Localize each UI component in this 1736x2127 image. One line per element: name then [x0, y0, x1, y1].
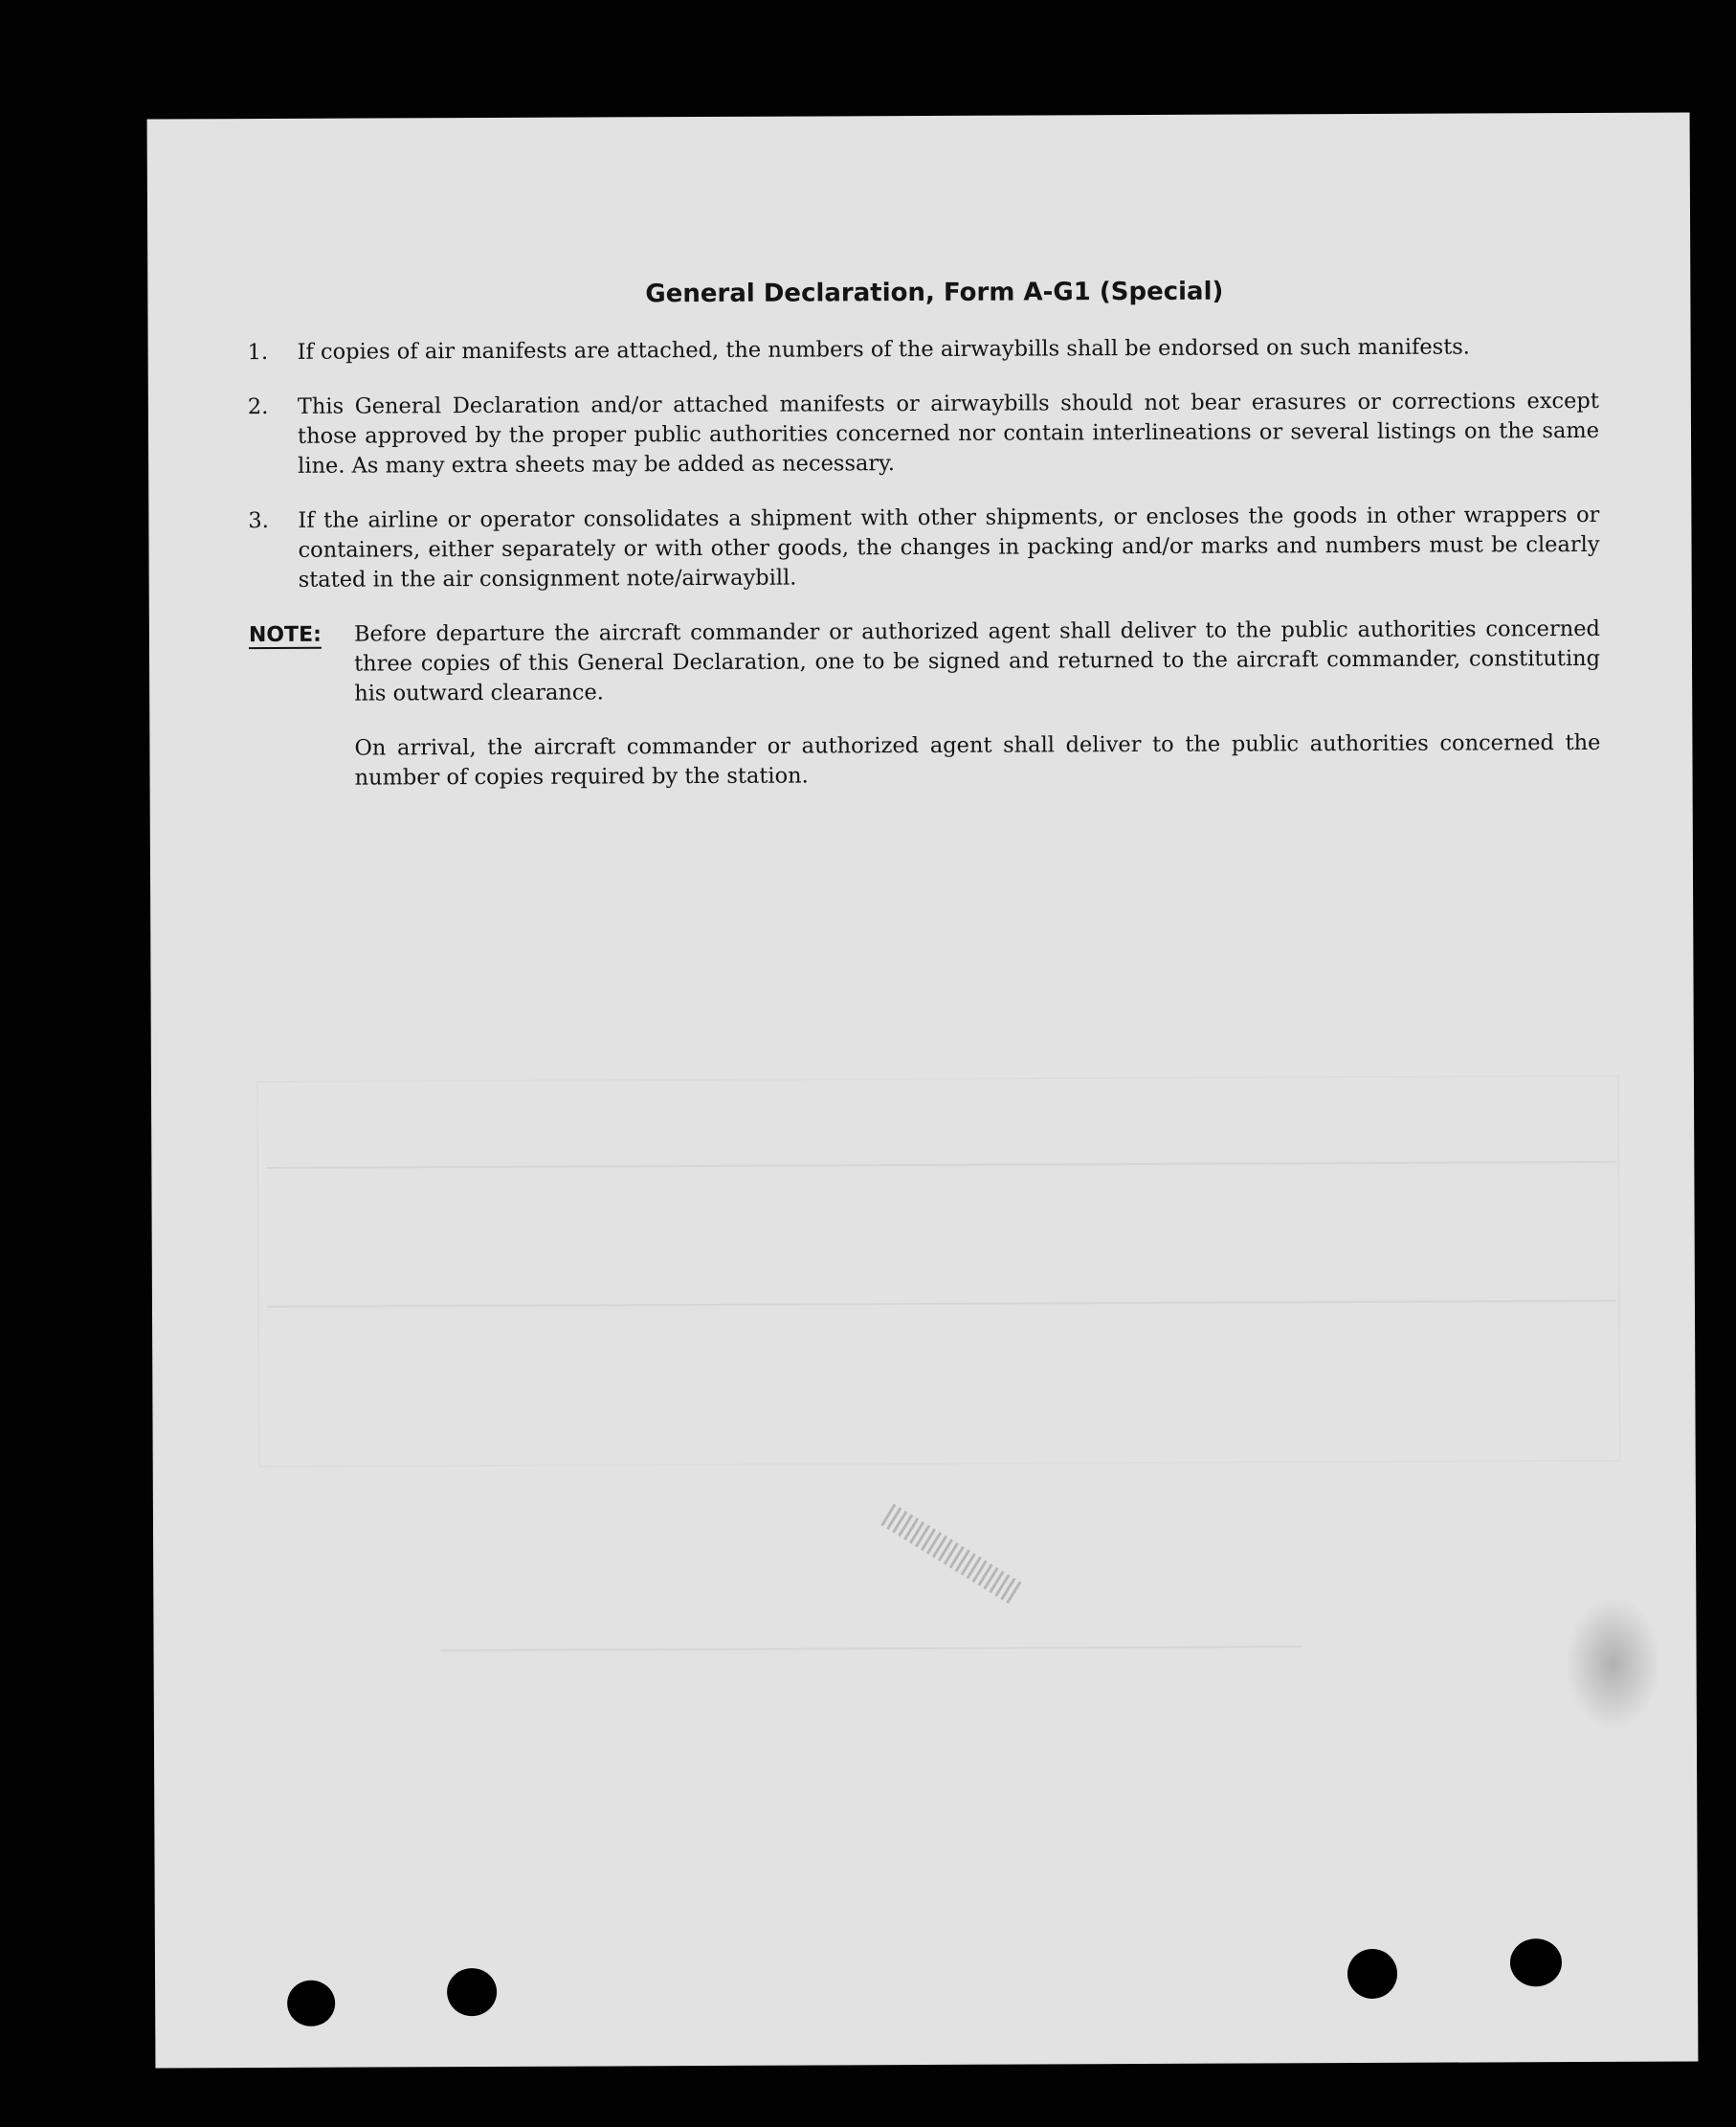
item-text: If copies of air manifests are attached, the numbers of the airwaybills shall be endorsed on such manifests.	[297, 334, 1470, 365]
note-label: NOTE:	[248, 622, 322, 648]
note-section	[249, 615, 1601, 818]
punch-hole	[287, 1981, 335, 2026]
faint-stamp-mark	[880, 1504, 1024, 1605]
punch-hole	[1347, 1949, 1397, 1999]
list-item	[248, 501, 1599, 595]
punch-hole	[447, 1968, 497, 2016]
item-number: 1.	[247, 339, 269, 366]
item-number: 2.	[247, 393, 269, 420]
punch-hole	[1510, 1938, 1562, 1986]
item-text: If the airline or operator consolidates a shipment with other shipments, or encloses the goods in other wrappers or containers, either separately or with other goods, the changes in packing and/or marks and numbers must be clearly stated in the air consignment note/airwaybill.	[298, 502, 1600, 593]
list-item	[248, 387, 1599, 481]
form-title: General Declaration, Form A-G1 (Special)	[645, 277, 1224, 309]
smudge-mark	[1565, 1597, 1661, 1731]
list-item	[248, 332, 1599, 368]
bleed-through-form-outline	[256, 1075, 1621, 1467]
item-number: 3.	[248, 507, 269, 534]
paper-sheet	[147, 112, 1699, 2068]
instructions-block	[247, 276, 1600, 818]
bleed-through-line	[441, 1646, 1302, 1651]
note-paragraph: Before departure the aircraft commander or authorized agent shall deliver to the public authorities concerned three copies of this General Declaration, one to be signed and returned to the aircraft commander, constituting his outward clearance.	[353, 616, 1601, 706]
item-text: This General Declaration and/or attached manifests or airwaybills should not bear erasures or corrections except those approved by the proper public authorities concerned nor contain interlineations or several listings on the same line. As many extra sheets may be added as necessary.	[297, 388, 1600, 479]
note-paragraph: On arrival, the aircraft commander or authorized agent shall deliver to the public authorities concerned the number of copies required by the station.	[354, 729, 1601, 791]
note-body	[354, 615, 1601, 818]
